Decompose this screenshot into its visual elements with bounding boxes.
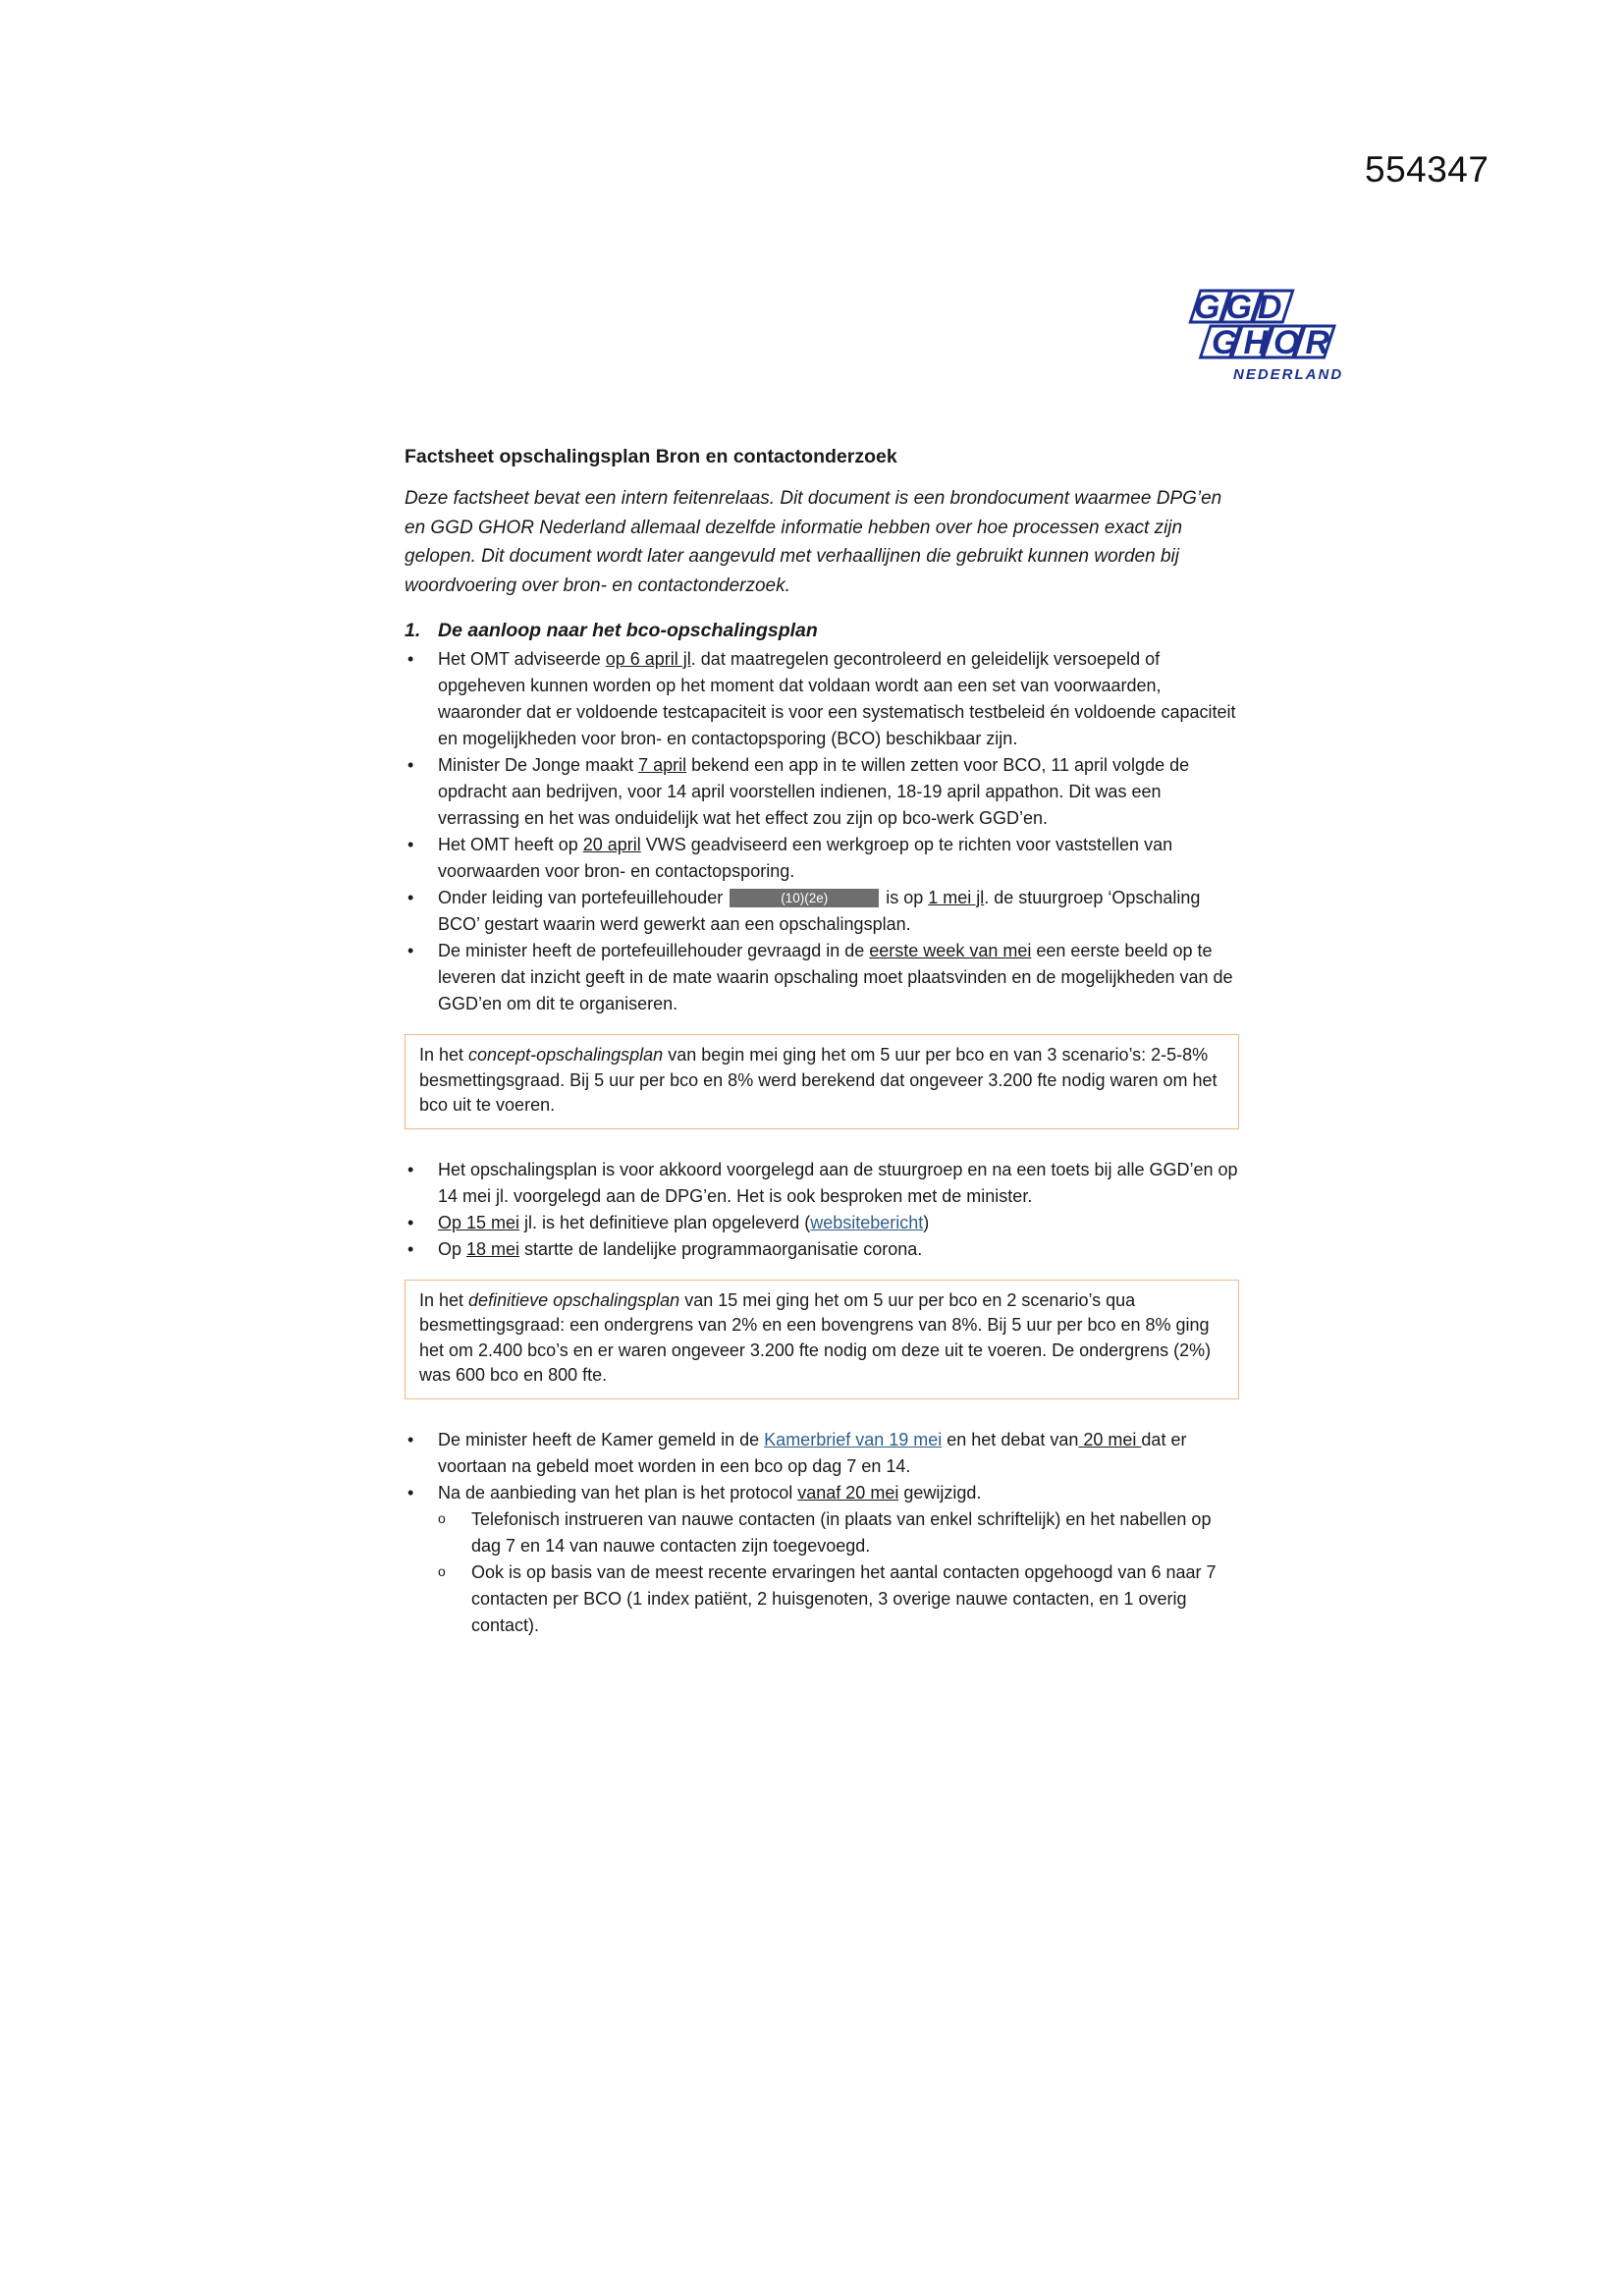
logo-line1: GGD <box>1194 289 1288 326</box>
sub-list <box>405 1506 1239 1639</box>
sub-list-item: o Telefonisch instrueren van nauwe contacten (in plaats van enkel schriftelijk) en het nabellen op dag 7 en 14 van nauwe contacten zijn toegevoegd. <box>405 1506 1239 1559</box>
redaction-block: (10)(2e) <box>730 889 879 907</box>
list-item: • De minister heeft de Kamer gemeld in de Kamerbrief van 19 mei en het debat van 20 mei dat er voortaan na gebeld moet worden in een bco op dag 7 en 14. <box>405 1427 1239 1480</box>
bullet-list-3 <box>405 1427 1239 1639</box>
list-item: • Onder leiding van portefeuillehouder (10)(2e) is op 1 mei jl. de stuurgroep ‘Opschaling BCO’ gestart waarin werd gewerkt aan een opschalingsplan. <box>405 885 1239 938</box>
section-number: 1. <box>405 620 421 641</box>
list-item: • Na de aanbieding van het plan is het protocol vanaf 20 mei gewijzigd. o Telefonisch instrueren van nauwe contacten (in plaats van enkel schriftelijk) en het nabellen op dag 7 en 14 van nauwe contacten zijn toegevoegd. o Ook is op basis van de meest recente ervaringen het aantal contacten opgehoogd van 6 naar 7 contacten per BCO (1 index patiënt, 2 huisgenoten, 3 overige nauwe contacten, en 1 overig contact). <box>405 1480 1239 1639</box>
ggd-ghor-logo <box>1186 287 1355 385</box>
list-item: • Het OMT heeft op 20 april VWS geadviseerd een werkgroep op te richten voor vaststellen van voorwaarden voor bron- en contactopsporing. <box>405 832 1239 885</box>
list-item: • Minister De Jonge maakt 7 april bekend een app in te willen zetten voor BCO, 11 april volgde de opdracht aan bedrijven, voor 14 april voorstellen indienen, 18-19 april appathon. Dit was een verrassing en het was onduidelijk wat het effect zou zijn op bco-werk GGD’en. <box>405 752 1239 832</box>
list-item: • Op 15 mei jl. is het definitieve plan opgeleverd (websitebericht) <box>405 1210 1239 1236</box>
logo-line3: NEDERLAND <box>1233 366 1344 383</box>
intro-paragraph: Deze factsheet bevat een intern feitenrelaas. Dit document is een brondocument waarmee DPG’en en GGD GHOR Nederland allemaal dezelfde informatie hebben over hoe processen exact zijn gelopen. Dit document wordt later aangevuld met verhaallijnen die gebruikt kunnen worden bij woordvoering over bron- en contactonderzoek. <box>405 488 1222 596</box>
section-heading <box>405 618 1239 644</box>
list-item: • Het OMT adviseerde op 6 april jl. dat maatregelen gecontroleerd en geleidelijk versoepeld of opgeheven kunnen worden op het moment dat voldaan wordt aan een set van voorwaarden, waaronder dat er voldoende testcapaciteit is voor een systematisch testbeleid én voldoende capaciteit en mogelijkheden voor bron- en contactopsporing (BCO) beschikbaar zijn. <box>405 646 1239 752</box>
document-title: Factsheet opschalingsplan Bron en contactonderzoek <box>405 446 897 467</box>
document-body <box>405 444 1239 1639</box>
list-item: • Op 18 mei startte de landelijke programmaorganisatie corona. <box>405 1236 1239 1263</box>
list-item: • Het opschalingsplan is voor akkoord voorgelegd aan de stuurgroep en na een toets bij alle GGD’en op 14 mei jl. voorgelegd aan de DPG’en. Het is ook besproken met de minister. <box>405 1157 1239 1210</box>
section-title: De aanloop naar het bco-opschalingsplan <box>438 620 818 641</box>
sub-list-item: o Ook is op basis van de meest recente ervaringen het aantal contacten opgehoogd van 6 naar 7 contacten per BCO (1 index patiënt, 2 huisgenoten, 3 overige nauwe contacten, en 1 overig contact). <box>405 1559 1239 1639</box>
callout-box-definitive: In het definitieve opschalingsplan van 15 mei ging het om 5 uur per bco en 2 scenario’s qua besmettingsgraad: een ondergrens van 2% en een bovengrens van 8%. Bij 5 uur per bco en 8% ging het om 2.400 bco’s en er waren ongeveer 3.200 fte nodig om deze uit te voeren. De ondergrens (2%) was 600 bco en 800 fte. <box>405 1280 1239 1399</box>
bullet-list-2 <box>405 1157 1239 1263</box>
document-number: 554347 <box>1365 149 1489 190</box>
kamerbrief-link[interactable]: Kamerbrief van 19 mei <box>764 1429 943 1449</box>
callout-box-concept: In het concept-opschalingsplan van begin mei ging het om 5 uur per bco en van 3 scenario’s: 2-5-8% besmettingsgraad. Bij 5 uur per bco en 8% werd berekend dat ongeveer 3.200 fte nodig waren om het bco uit te voeren. <box>405 1034 1239 1129</box>
bullet-list-1 <box>405 646 1239 1017</box>
list-item: • De minister heeft de portefeuillehouder gevraagd in de eerste week van mei een eerste beeld op te leveren dat inzicht geeft in de mate waarin opschaling moet plaatsvinden en de mogelijkheden van de GGD’en om dit te organiseren. <box>405 938 1239 1017</box>
websitebericht-link[interactable]: websitebericht <box>810 1212 924 1232</box>
logo-line2: GHOR <box>1212 324 1335 361</box>
